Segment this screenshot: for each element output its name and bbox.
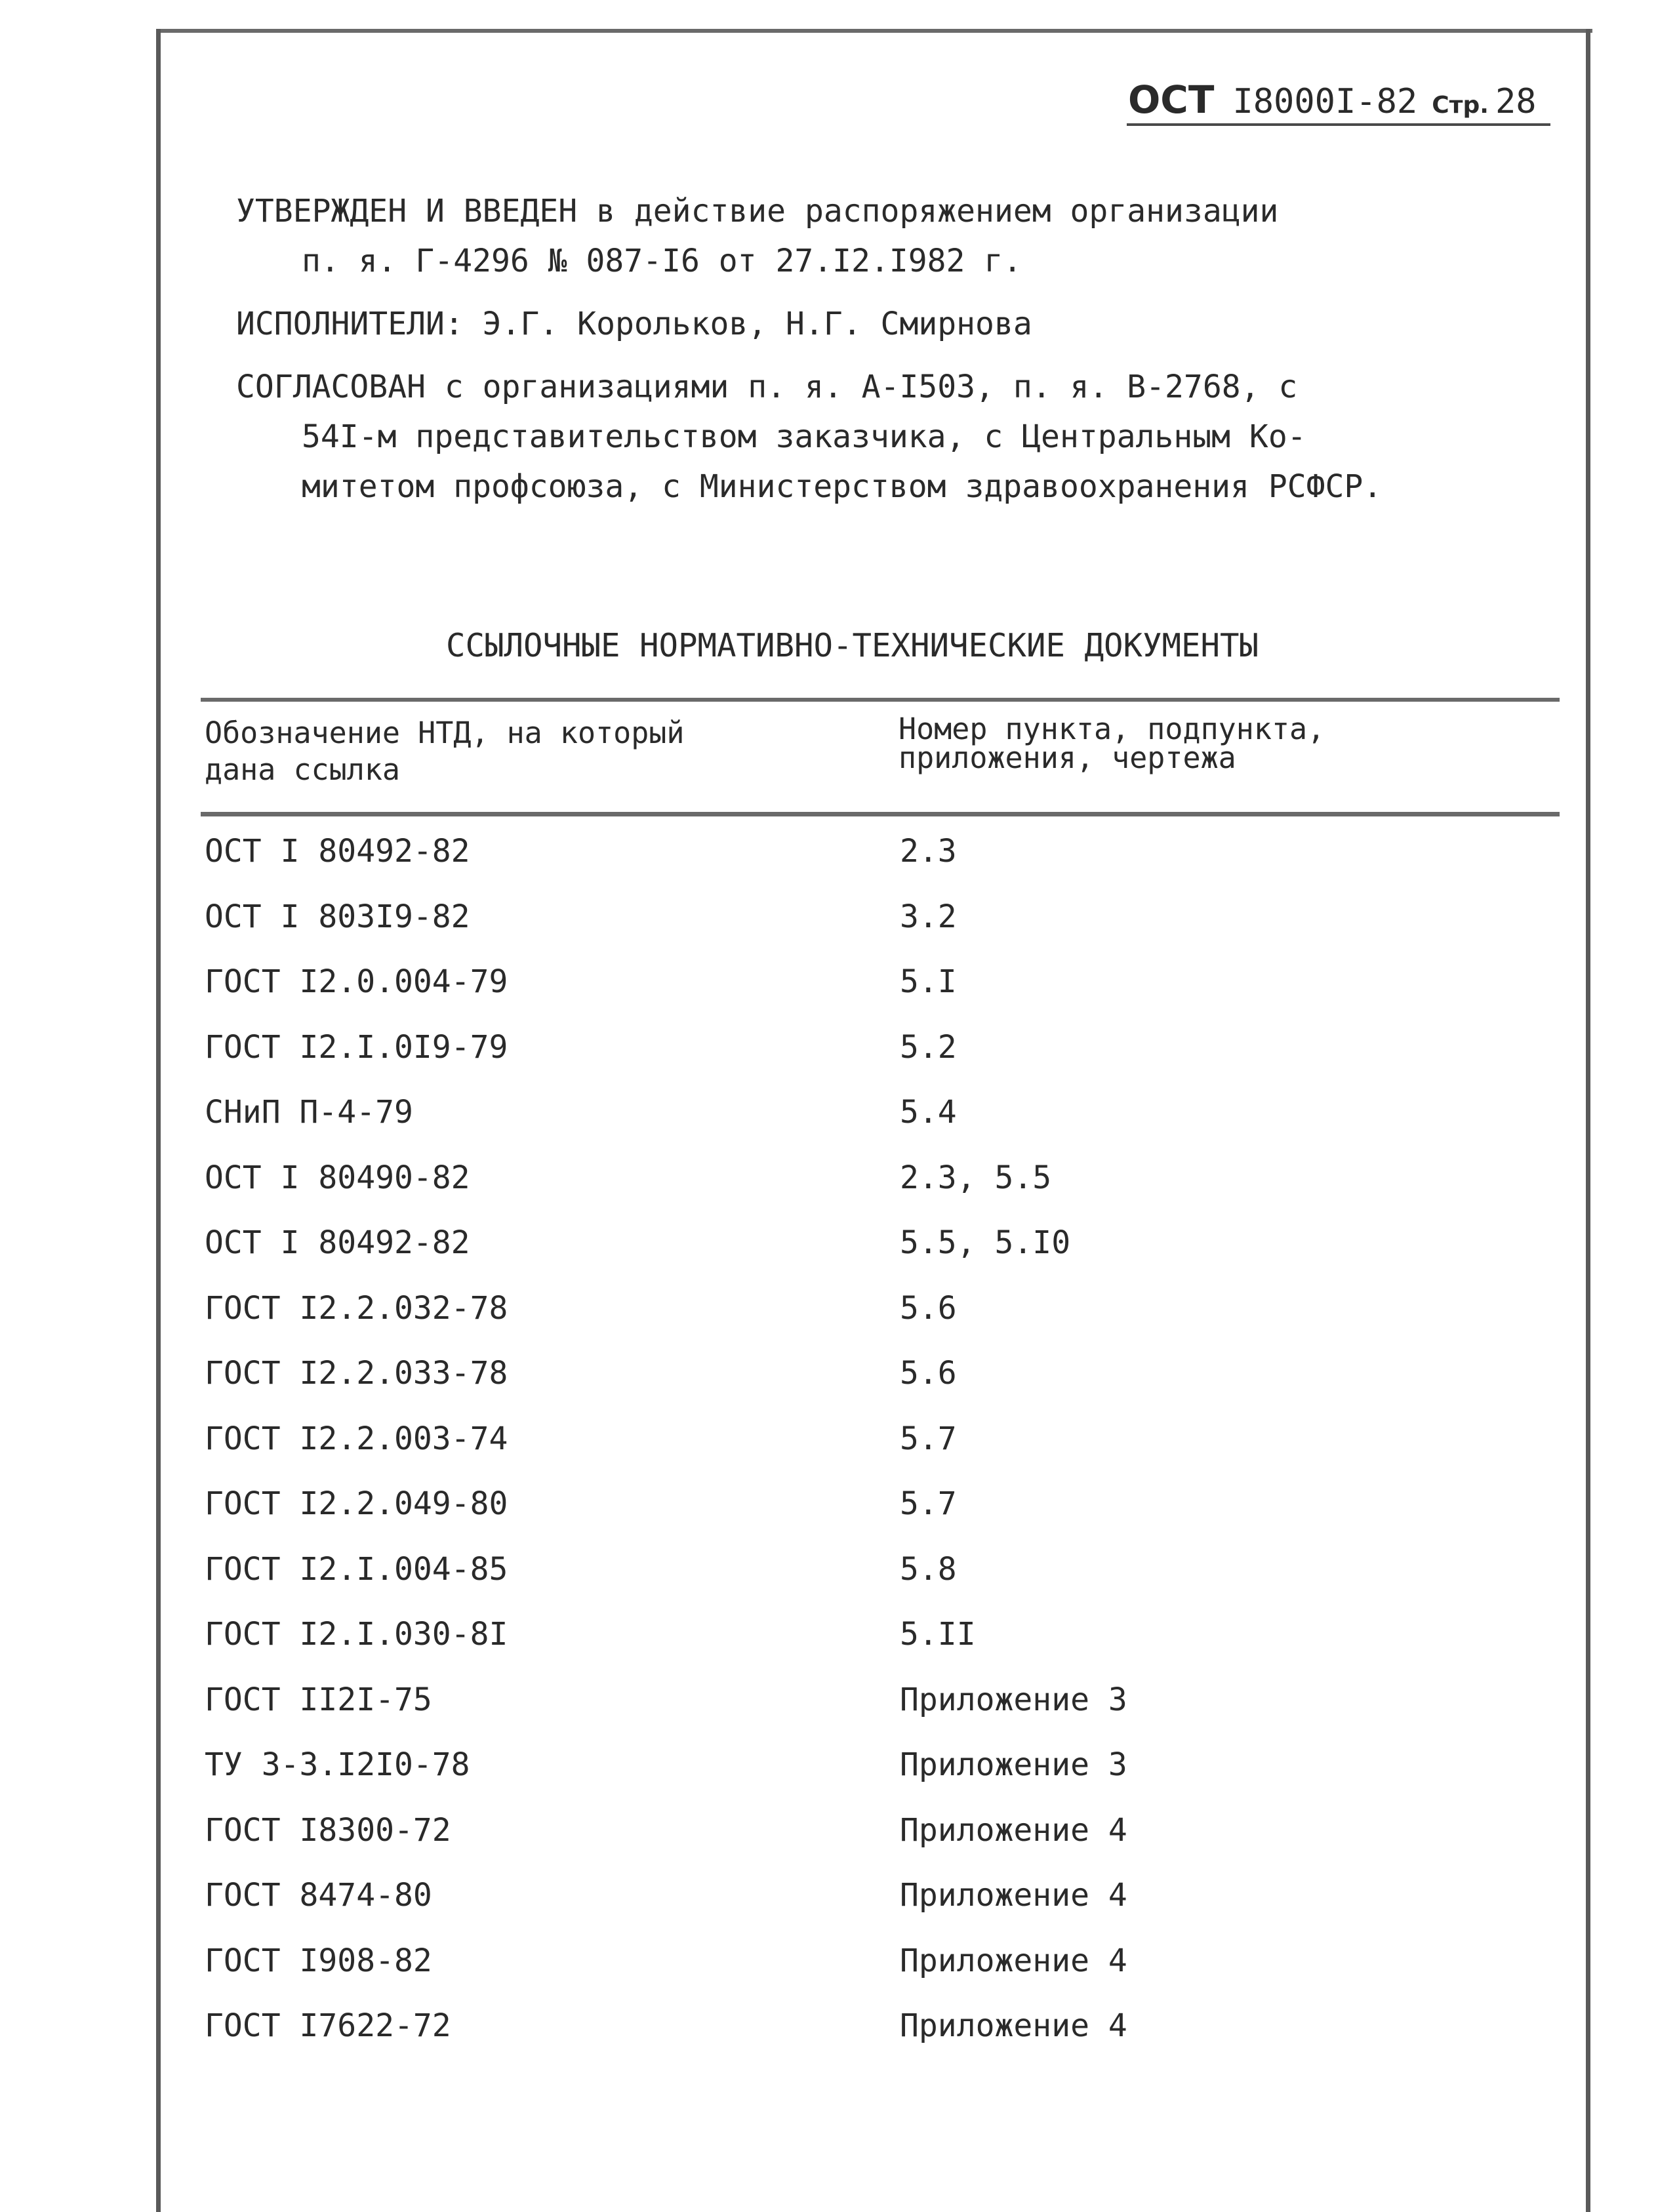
header-ost: ОСТ <box>1128 77 1215 122</box>
table-row <box>0 1551 1677 1617</box>
approval-line-2: п. я. Г-4296 № 087-I6 от 27.I2.I982 г. <box>302 243 1022 279</box>
cell-document-designation: ОСТ I 803I9-82 <box>205 898 470 935</box>
cell-document-designation: ГОСТ I7622-72 <box>205 2007 451 2044</box>
cell-document-designation: ГОСТ I2.2.032-78 <box>205 1289 508 1327</box>
header-page-label: Стр. <box>1432 92 1489 119</box>
table-header-document-line-2: дана ссылка <box>205 752 401 787</box>
executors-line: ИСПОЛНИТЕЛИ: Э.Г. Корольков, Н.Г. Смирнова <box>236 306 1032 342</box>
agreement-paragraph <box>236 362 1535 512</box>
cell-clause-reference: 5.6 <box>900 1289 957 1327</box>
cell-document-designation: ГОСТ I2.2.003-74 <box>205 1420 508 1457</box>
approval-paragraph <box>236 186 1535 286</box>
cell-clause-reference: 5.I <box>900 963 957 1000</box>
table-row <box>0 1681 1677 1747</box>
table-header-reference-line-2: приложения, чертежа <box>899 740 1236 775</box>
cell-clause-reference: Приложение 4 <box>900 2007 1127 2044</box>
document-header <box>1128 77 1548 126</box>
cell-document-designation: ГОСТ I2.0.004-79 <box>205 963 508 1000</box>
cell-clause-reference: 5.5, 5.I0 <box>900 1224 1071 1261</box>
cell-clause-reference: 5.2 <box>900 1028 957 1066</box>
cell-document-designation: ГОСТ 8474-80 <box>205 1877 432 1914</box>
table-row <box>0 963 1677 1029</box>
table-row <box>0 1290 1677 1356</box>
table-header-reference-line-1: Номер пункта, подпункта, <box>899 712 1325 746</box>
table-row <box>0 1159 1677 1225</box>
cell-clause-reference: 3.2 <box>900 898 957 935</box>
cell-document-designation: ТУ 3-3.I2I0-78 <box>205 1746 470 1783</box>
table-row <box>0 1224 1677 1290</box>
cell-clause-reference: 5.4 <box>900 1094 957 1131</box>
cell-clause-reference: Приложение 3 <box>900 1746 1127 1783</box>
cell-clause-reference: Приложение 4 <box>900 1811 1127 1849</box>
approval-line-1: УТВЕРЖДЕН И ВВЕДЕН в действие распоряжением организации <box>236 193 1279 230</box>
cell-clause-reference: Приложение 4 <box>900 1942 1127 1979</box>
cell-document-designation: ОСТ I 80492-82 <box>205 833 470 870</box>
table-row <box>0 1029 1677 1095</box>
table-row <box>0 1485 1677 1551</box>
cell-document-designation: ГОСТ I2.I.030-8I <box>205 1616 508 1653</box>
table-top-rule <box>201 698 1560 702</box>
cell-clause-reference: Приложение 3 <box>900 1681 1127 1718</box>
cell-document-designation: ГОСТ I908-82 <box>205 1942 432 1979</box>
cell-clause-reference: 5.7 <box>900 1420 957 1457</box>
table-row <box>0 1355 1677 1420</box>
table-header-document-line-1: Обозначение НТД, на который <box>205 715 685 750</box>
header-page-number: 28 <box>1495 82 1537 121</box>
cell-document-designation: ГОСТ I8300-72 <box>205 1811 451 1849</box>
table-header-rule <box>201 812 1560 816</box>
cell-clause-reference: 5.II <box>900 1616 976 1653</box>
table-row <box>0 833 1677 898</box>
agreement-line-1: СОГЛАСОВАН с организациями п. я. А-I503, п. я. В-2768, с <box>236 369 1298 405</box>
cell-clause-reference: 5.6 <box>900 1355 957 1392</box>
section-title: ССЫЛОЧНЫЕ НОРМАТИВНО-ТЕХНИЧЕСКИЕ ДОКУМЕНТЫ <box>446 627 1259 664</box>
cell-document-designation: ГОСТ I2.2.049-80 <box>205 1485 508 1522</box>
cell-document-designation: СНиП П-4-79 <box>205 1094 413 1131</box>
cell-document-designation: ОСТ I 80492-82 <box>205 1224 470 1261</box>
cell-document-designation: ОСТ I 80490-82 <box>205 1159 470 1196</box>
table-header-reference <box>899 712 1325 775</box>
cell-clause-reference: 5.7 <box>900 1485 957 1522</box>
cell-clause-reference: Приложение 4 <box>900 1877 1127 1914</box>
table-row <box>0 1616 1677 1681</box>
table-row <box>0 1812 1677 1878</box>
table-row <box>0 1942 1677 2008</box>
table-body <box>0 833 1677 2073</box>
executors-paragraph <box>236 299 1535 349</box>
table-row <box>0 1420 1677 1486</box>
cell-document-designation: ГОСТ I2.2.033-78 <box>205 1355 508 1392</box>
table-row <box>0 1877 1677 1942</box>
cell-clause-reference: 2.3, 5.5 <box>900 1159 1052 1196</box>
header-standard-number: I8000I-82 <box>1232 82 1418 121</box>
table-row <box>0 1746 1677 1812</box>
cell-document-designation: ГОСТ I2.I.0I9-79 <box>205 1028 508 1066</box>
agreement-line-2: 54I-м представительством заказчика, с Центральным Ко- <box>302 418 1306 455</box>
table-header-document <box>205 715 685 788</box>
cell-clause-reference: 2.3 <box>900 833 957 870</box>
table-row <box>0 1094 1677 1159</box>
cell-clause-reference: 5.8 <box>900 1550 957 1588</box>
table-row <box>0 898 1677 964</box>
header-underline <box>1127 123 1550 126</box>
cell-document-designation: ГОСТ II2I-75 <box>205 1681 432 1718</box>
table-row <box>0 2007 1677 2073</box>
agreement-line-3: митетом профсоюза, с Министерством здравоохранения РСФСР. <box>302 468 1383 505</box>
page-frame-top <box>156 29 1592 33</box>
cell-document-designation: ГОСТ I2.I.004-85 <box>205 1550 508 1588</box>
